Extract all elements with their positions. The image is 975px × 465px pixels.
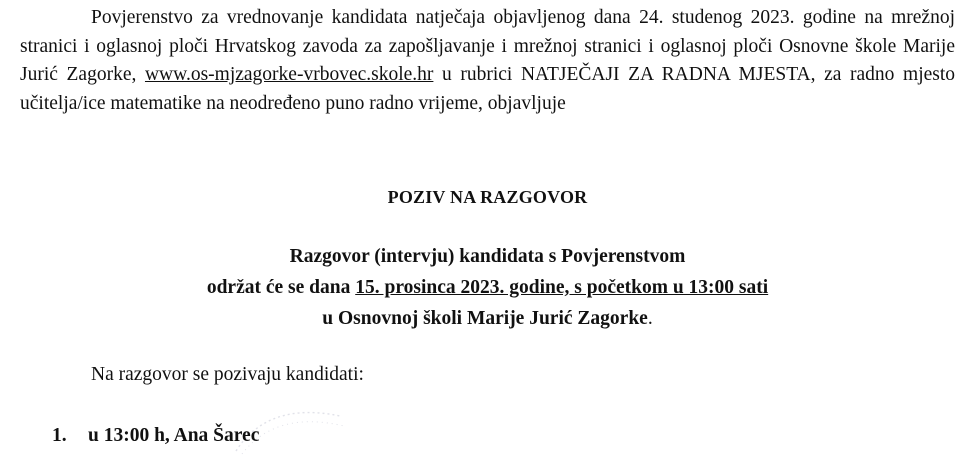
intro-paragraph xyxy=(20,4,955,118)
candidate-number: 1. xyxy=(52,425,67,446)
school-website-link[interactable]: www.os-mjzagorke-vrbovec.skole.hr xyxy=(144,64,434,85)
invite-text: Na razgovor se pozivaju kandidati: xyxy=(91,364,364,385)
interview-line-1: Razgovor (intervju) kandidata s Povjerenstvom xyxy=(289,246,686,267)
interview-line-3 xyxy=(0,303,975,334)
intro-text-part2: u rubrici NATJEČAJI ZA RADNA MJESTA, za radno mjesto učitelja/ice matematike na neodređeno puno radno vrijeme, objavljuje xyxy=(20,64,956,114)
candidate-text: u 13:00 h, Ana Šarec xyxy=(88,425,260,446)
interview-location-period: . xyxy=(647,308,653,329)
document-heading: POZIV NA RAZGOVOR xyxy=(387,187,588,207)
interview-notice xyxy=(0,241,975,334)
intro-text-part1: Povjerenstvo za vrednovanje kandidata natječaja objavljenog dana 24. studenog 2023. godine na mrežnoj stranici i oglasnoj ploči Hrvatskog zavoda za zapošljavanje i mrežnoj stranici i oglasnoj ploči Osnovne škole Marije Jurić Zagorke, xyxy=(20,7,955,85)
candidate-item xyxy=(52,425,259,447)
interview-date-time: 15. prosinca 2023. godine, s početkom u 13:00 sati xyxy=(355,277,769,298)
interview-location: u Osnovnoj školi Marije Jurić Zagorke xyxy=(322,308,648,329)
interview-line-2 xyxy=(0,272,975,303)
interview-date-prefix: održat će se dana xyxy=(206,277,351,298)
